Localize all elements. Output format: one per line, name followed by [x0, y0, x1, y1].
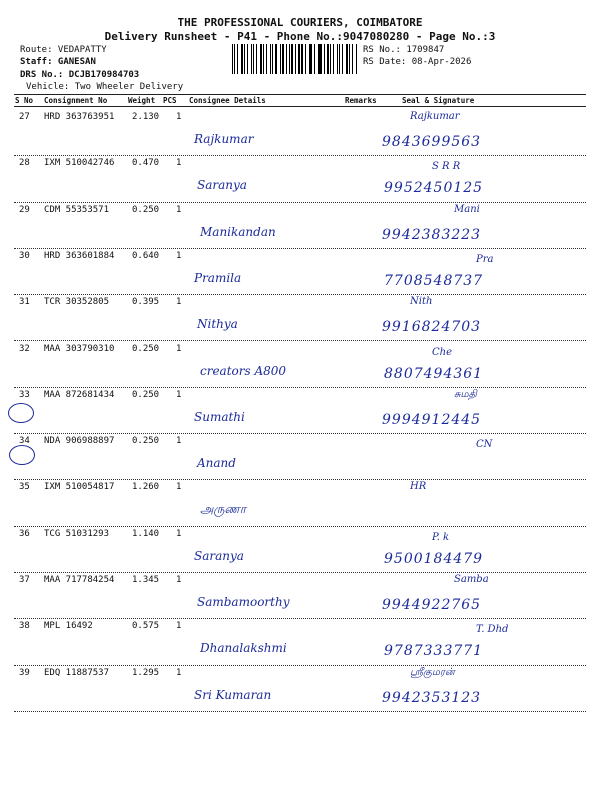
pieces-count: 1 — [176, 250, 182, 261]
consignment-number: HRD 363601884 — [44, 250, 115, 261]
barcode-bar — [298, 44, 300, 74]
serial-number: 35 — [19, 482, 30, 493]
col-consignment: Consignment No — [44, 96, 108, 105]
serial-number: 39 — [19, 667, 30, 678]
serial-number: 33 — [19, 389, 30, 400]
weight-value: 0.250 — [132, 389, 160, 400]
signature: சுமதி — [454, 388, 477, 400]
consignee-phone: 9942353123 — [382, 689, 482, 706]
barcode-bar — [310, 44, 311, 74]
barcode-bar — [305, 44, 306, 74]
barcode-bar — [289, 44, 290, 74]
consignee-name: Dhanalakshmi — [200, 641, 287, 656]
barcode-bar — [301, 44, 302, 74]
pieces-count: 1 — [176, 297, 182, 308]
consignee-name: Saranya — [197, 178, 247, 193]
barcode-bar — [260, 44, 262, 74]
rs-date: RS Date: 08-Apr-2026 — [363, 57, 472, 67]
consignment-number: MAA 303790310 — [44, 343, 115, 354]
col-seal: Seal & Signature — [402, 96, 475, 105]
table-row — [0, 388, 600, 434]
table-row — [0, 480, 600, 526]
staff-label: Staff: GANESAN — [20, 57, 96, 67]
consignee-name: Manikandan — [200, 224, 276, 239]
weight-value: 0.395 — [132, 297, 160, 308]
weight-value: 0.250 — [132, 204, 160, 215]
barcode-bar — [251, 44, 252, 74]
col-remarks: Remarks — [345, 96, 377, 105]
table-row — [0, 619, 600, 665]
consignee-name: creators A800 — [200, 363, 287, 378]
consignee-name: Rajkumar — [194, 132, 254, 146]
barcode-bar — [324, 44, 325, 74]
consignment-number: IXM 510042746 — [44, 158, 115, 169]
barcode-bar — [339, 44, 340, 74]
barcode-bar — [309, 44, 310, 74]
weight-value: 0.250 — [132, 436, 160, 447]
barcode-bar — [280, 44, 281, 74]
barcode-bar — [295, 44, 296, 74]
barcode-bar — [330, 44, 331, 74]
consignment-number: IXM 510054817 — [44, 482, 115, 493]
row-34-circle — [8, 403, 34, 423]
weight-value: 1.295 — [132, 667, 160, 678]
consignee-phone: 9916824703 — [382, 319, 482, 336]
barcode-bar — [266, 44, 267, 74]
serial-number: 32 — [19, 343, 30, 354]
pieces-count: 1 — [176, 667, 182, 678]
barcode-bar — [342, 44, 343, 74]
barcode-bar — [275, 44, 277, 74]
consignee-name: Saranya — [194, 548, 244, 563]
consignment-number: EDQ 11887537 — [44, 667, 110, 678]
barcode-bar — [272, 44, 273, 74]
barcode — [232, 44, 358, 74]
barcode-bar — [349, 44, 350, 74]
weight-value: 0.250 — [132, 343, 160, 354]
consignee-phone: 9994912445 — [382, 411, 482, 428]
barcode-bar — [318, 44, 319, 74]
weight-value: 1.345 — [132, 575, 160, 585]
barcode-bar — [314, 44, 315, 74]
signature: ஸ்ரீகுமரன் — [410, 666, 455, 678]
signature: HR — [410, 481, 427, 493]
weight-value: 0.470 — [132, 158, 160, 169]
table-row — [0, 527, 600, 573]
barcode-bar — [232, 44, 233, 74]
barcode-bar — [291, 44, 292, 74]
col-consignee: Consignee Details — [189, 96, 266, 105]
table-row — [0, 666, 600, 712]
signature: Rajkumar — [410, 111, 460, 122]
runsheet-title: Delivery Runsheet - P41 - Phone No.:9047080280 - Page No.:3 — [104, 30, 496, 43]
rs-number: RS No.: 1709847 — [363, 45, 445, 55]
table-row — [0, 434, 600, 480]
pieces-count: 1 — [176, 343, 182, 354]
barcode-bar — [352, 44, 353, 74]
barcode-bar — [282, 44, 283, 74]
weight-value: 1.140 — [132, 528, 160, 539]
serial-number: 36 — [19, 528, 30, 539]
barcode-bar — [253, 44, 254, 74]
vehicle-label: Vehicle: Two Wheeler Delivery — [26, 82, 184, 92]
table-row — [0, 110, 600, 156]
serial-number: 28 — [19, 158, 30, 169]
serial-number: 29 — [19, 204, 30, 215]
barcode-bar — [333, 44, 334, 74]
consignment-number: TCG 51031293 — [44, 528, 110, 539]
header-divider-top — [14, 94, 586, 95]
serial-number: 31 — [19, 297, 30, 308]
pieces-count: 1 — [176, 528, 182, 539]
signature: CN — [476, 439, 493, 451]
col-pcs: PCS — [163, 96, 177, 105]
consignee-name: Sri Kumaran — [194, 687, 272, 702]
consignment-number: NDA 906988897 — [44, 436, 115, 447]
table-row — [0, 295, 600, 341]
consignee-phone: 9944922765 — [382, 597, 482, 613]
consignment-number: HRD 363763951 — [44, 112, 115, 122]
barcode-bar — [286, 44, 287, 74]
consignee-phone: 8807494361 — [384, 365, 484, 382]
barcode-bar — [356, 44, 357, 74]
consignee-phone: 9843699563 — [382, 134, 482, 150]
consignment-number: TCR 30352805 — [44, 297, 110, 308]
table-row — [0, 573, 600, 619]
pieces-count: 1 — [176, 482, 182, 493]
pieces-count: 1 — [176, 436, 182, 447]
consignment-number: MPL 16492 — [44, 621, 93, 632]
weight-value: 2.130 — [132, 112, 160, 122]
consignee-name: அருணா — [200, 502, 246, 517]
pieces-count: 1 — [176, 204, 182, 215]
consignee-phone: 7708548737 — [384, 272, 484, 289]
signature: Mani — [454, 203, 480, 215]
signature: Nith — [410, 296, 433, 308]
consignee-name: Sambamoorthy — [197, 595, 290, 609]
barcode-bar — [244, 44, 245, 74]
serial-number: 37 — [19, 575, 30, 585]
route-label: Route: VEDAPATTY — [20, 45, 107, 55]
serial-number: 34 — [19, 436, 30, 447]
signature: Pra — [476, 253, 494, 265]
signature: T. Dhd — [476, 624, 509, 636]
weight-value: 1.260 — [132, 482, 160, 493]
consignee-name: Anand — [197, 456, 236, 471]
barcode-bar — [263, 44, 264, 74]
barcode-bar — [237, 44, 238, 74]
col-sno: S No — [15, 96, 34, 105]
consignee-name: Nithya — [197, 317, 238, 332]
consignee-name: Sumathi — [194, 409, 245, 424]
barcode-bar — [241, 44, 243, 74]
consignee-phone: 9787333771 — [384, 643, 484, 660]
table-row — [0, 249, 600, 295]
col-weight: Weight — [128, 96, 156, 105]
serial-number: 38 — [19, 621, 30, 632]
consignment-number: MAA 717784254 — [44, 575, 115, 585]
table-row — [0, 203, 600, 249]
barcode-bar — [270, 44, 271, 74]
row-divider — [14, 711, 586, 712]
signature: S R R — [432, 161, 461, 173]
barcode-bar — [234, 44, 235, 74]
pieces-count: 1 — [176, 158, 182, 169]
row-35-circle — [9, 445, 35, 465]
barcode-bar — [346, 44, 348, 74]
pieces-count: 1 — [176, 112, 182, 122]
barcode-bar — [337, 44, 338, 74]
table-row — [0, 342, 600, 388]
barcode-bar — [256, 44, 257, 74]
barcode-bar — [247, 44, 248, 74]
pieces-count: 1 — [176, 575, 182, 585]
consignee-phone: 9500184479 — [384, 550, 484, 567]
table-row — [0, 156, 600, 202]
consignee-phone: 9952450125 — [384, 180, 484, 197]
weight-value: 0.575 — [132, 621, 160, 632]
serial-number: 30 — [19, 250, 30, 261]
signature: P. k — [432, 531, 450, 543]
header-divider-bottom — [14, 106, 586, 107]
consignee-phone: 9942383223 — [382, 226, 482, 243]
pieces-count: 1 — [176, 621, 182, 632]
company-title: THE PROFESSIONAL COURIERS, COIMBATORE — [177, 16, 423, 29]
weight-value: 0.640 — [132, 250, 160, 261]
consignment-number: CDM 55353571 — [44, 204, 110, 215]
pieces-count: 1 — [176, 389, 182, 400]
barcode-bar — [319, 44, 321, 74]
serial-number: 27 — [19, 112, 30, 122]
drs-label: DRS No.: DCJB170984703 — [20, 70, 140, 80]
signature: Che — [432, 346, 453, 358]
consignment-number: MAA 872681434 — [44, 389, 115, 400]
consignee-name: Pramila — [194, 270, 242, 285]
signature: Samba — [454, 574, 489, 585]
barcode-bar — [327, 44, 328, 74]
